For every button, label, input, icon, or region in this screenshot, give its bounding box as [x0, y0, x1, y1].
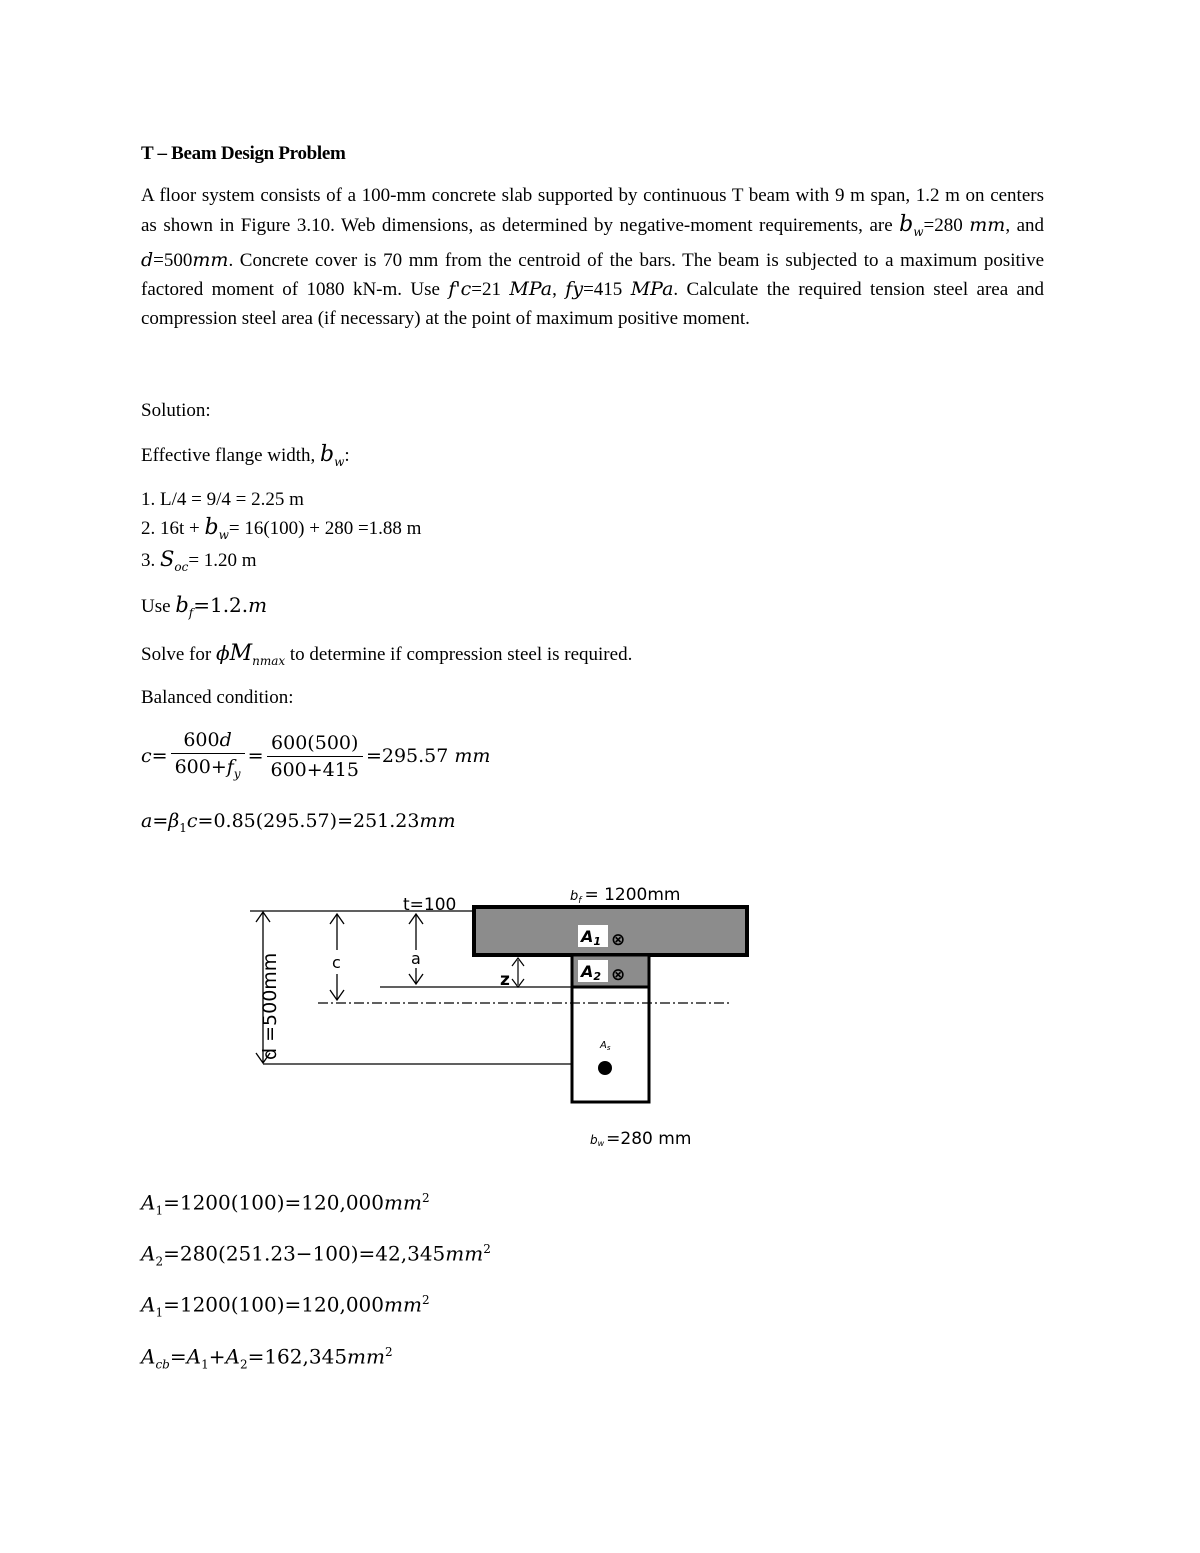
c-label: c	[332, 953, 341, 972]
bw-label: bw =280 mm	[590, 1129, 692, 1149]
tension-steel-dot	[598, 1061, 612, 1075]
d-label: d =500mm	[259, 952, 281, 1060]
flange-item-2: 2. $16t + b_w= 16(100) + 280 =1.88$ m	[141, 515, 422, 542]
z-label: z	[500, 970, 510, 990]
problem-statement: A floor system consists of a 100-mm concrete slab supported by continuous T beam with 9 m span, 1.2 m on centers as shown in Figure 3.10. Web dimensions, as determined by negative-moment requirements, are $b_w=280$ mm, and d=500mm. Concrete cover is 70 mm from the centroid of the bars. The beam is subjected to a maximum positive factored moment of 1080 kN-m. Use f'c=21 MPa, fy=415 MPa. Calculate the required tension steel area and compression steel area (if necessary) at the point of maximum positive moment.	[141, 185, 1045, 329]
solution-label: Solution:	[141, 400, 211, 421]
a2-label: A2	[581, 962, 602, 983]
equation-a: $a=\beta_1c=0.85(295.57)=251.23mm$	[141, 810, 456, 835]
fraction-2: $\frac{600(500)}{600+415}$	[267, 731, 363, 782]
flange-item-1: 1. L/4 = 9/4 = 2.25 m	[141, 489, 304, 510]
solve-for-line: Solve for $\phi M_{nmax}$ to determine if compression steel is required.	[141, 641, 633, 668]
web-rect	[572, 987, 649, 1102]
equation-c: c= $\frac{600d}{600+f_y}$ = $\frac{600(500)}{600+415}$ =295.57 mm	[141, 728, 490, 786]
page-title: T – Beam Design Problem	[141, 143, 346, 164]
a-label: a	[411, 949, 421, 968]
balanced-label: Balanced condition:	[141, 687, 294, 708]
a1-steel-icon: ⊗	[611, 930, 626, 950]
area-eq-3: $A_1=1200(100)=120,000mm^2$	[141, 1292, 430, 1320]
a2-steel-icon: ⊗	[611, 965, 626, 985]
bf-label: bf = 1200mm	[570, 885, 681, 906]
area-eq-4: $A_{cb}=A_1+A_2=162,345mm^2$	[141, 1344, 393, 1372]
fraction-1: $\frac{600d}{600+f_y}$	[171, 728, 245, 786]
area-eq-2: $A_2=280(251.23-100)=42,345mm^2$	[141, 1241, 491, 1269]
use-bf-line: Use $b_f=1.2.m$	[141, 593, 268, 620]
as-label: $A_s$	[600, 1040, 611, 1052]
a1-label: A1	[581, 927, 602, 948]
area-eq-1: $A_1=1200(100)=120,000mm^2$	[141, 1190, 430, 1218]
flange-item-3: 3. $S_{oc}= 1.20$ m	[141, 547, 257, 574]
flange-width-heading: Effective flange width, $b_w$:	[141, 442, 350, 469]
t-label: t=100	[403, 895, 457, 915]
